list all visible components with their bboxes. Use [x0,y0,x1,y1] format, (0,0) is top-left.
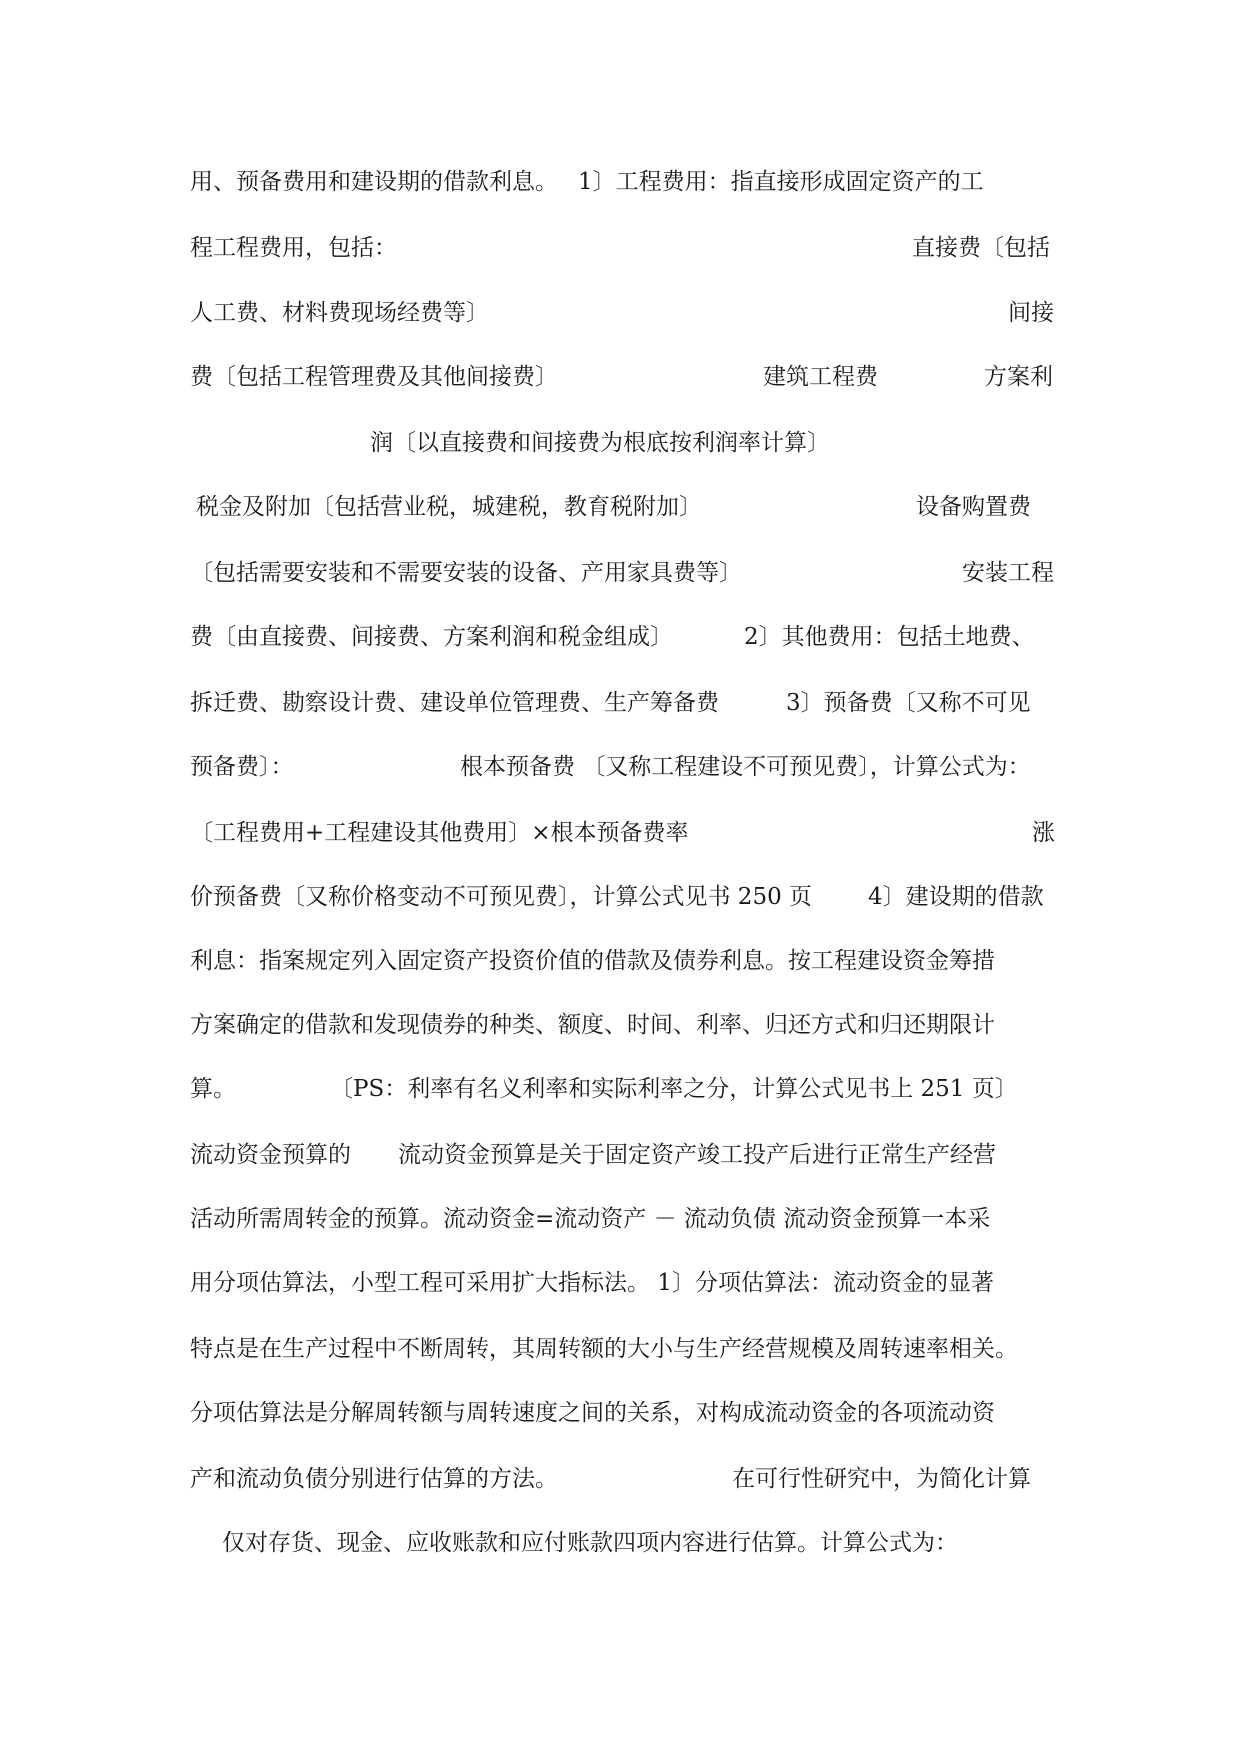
text-line [190,1459,1060,1499]
text-segment: 利息：指案规定列入固定资产投资价值的借款及债券利息。按工程建设资金筹措 [190,948,995,974]
text-line [190,877,1060,917]
text-segment: 流动资金预算是关于固定资产竣工投产后进行正常生产经营 [398,1142,996,1168]
text-line [190,1393,1060,1433]
text-segment: 〔工程费用+工程建设其他费用〕×根本预备费率 [190,820,689,846]
text-segment: 建筑工程费 [763,364,878,390]
text-segment: 价预备费〔又称价格变动不可预见费〕，计算公式见书 250 页 [190,884,813,910]
text-line [190,1005,1060,1045]
text-line [190,553,1060,593]
text-segment: 1〕工程费用：指直接形成固定资产的工 [578,169,984,195]
text-segment: 算。 [190,1076,236,1102]
text-segment: 3〕预备费〔又称不可见 [786,690,1031,716]
text-line [190,1069,1060,1109]
text-segment: 设备购置费 [916,494,1031,520]
text-line [190,813,1060,853]
text-line [190,423,1060,463]
text-line [190,747,1060,787]
text-segment: 程工程费用，包括： [190,235,397,261]
text-segment: 方案确定的借款和发现债券的种类、额度、时间、利率、归还方式和归还期限计 [190,1012,995,1038]
text-line [190,941,1060,981]
text-segment: 4〕建设期的借款 [868,884,1044,910]
text-segment: 安装工程 [962,560,1054,586]
text-segment: 用、预备费用和建设期的借款利息。 [190,169,558,195]
text-line [190,1329,1060,1369]
text-segment: 在可行性研究中，为简化计算 [732,1466,1031,1492]
text-segment: 活动所需周转金的预算。流动资金=流动资产 － 流动负债 流动资金预算一本采 [190,1206,991,1232]
text-segment: 润〔以直接费和间接费为根底按利润率计算〕 [370,430,830,456]
text-segment: 费〔由直接费、间接费、方案利润和税金组成〕 [190,624,673,650]
text-segment: 产和流动负债分别进行估算的方法。 [190,1466,558,1492]
text-line [190,162,1060,202]
text-line [190,1523,1060,1563]
text-segment: 特点是在生产过程中不断周转，其周转额的大小与生产经营规模及周转速率相关。 [190,1336,1018,1362]
text-segment: 预备费〕： [190,754,294,780]
text-segment: 间接 [1008,300,1054,326]
text-segment: 根本预备费 〔又称工程建设不可预见费〕，计算公式为： [460,754,1031,780]
text-segment: 费〔包括工程管理费及其他间接费〕 [190,364,558,390]
text-segment: 〔包括需要安装和不需要安装的设备、产用家具费等〕 [190,560,742,586]
text-line [190,617,1060,657]
text-line [190,683,1060,723]
text-line [190,357,1060,397]
text-segment: 拆迁费、勘察设计费、建设单位管理费、生产筹备费 [190,690,719,716]
text-line [190,487,1060,527]
text-line [190,228,1060,268]
text-segment: 人工费、材料费现场经费等〕 [190,300,489,326]
text-segment: 分项估算法是分解周转额与周转速度之间的关系，对构成流动资金的各项流动资 [190,1400,995,1426]
text-line [190,293,1060,333]
text-line [190,1199,1060,1239]
text-segment: 方案利 [984,364,1053,390]
text-segment: 仅对存货、现金、应收账款和应付账款四项内容进行估算。计算公式为： [222,1530,958,1556]
text-segment: 涨 [1032,820,1055,846]
text-segment: 2〕其他费用：包括土地费、 [744,624,1035,650]
text-line [190,1135,1060,1175]
text-segment: 流动资金预算的 [190,1142,351,1168]
text-line [190,1263,1060,1303]
text-segment: 直接费〔包括 [912,235,1050,261]
text-segment: 〔PS：利率有名义利率和实际利率之分，计算公式见书上 251 页〕 [330,1076,1018,1102]
text-segment: 用分项估算法，小型工程可采用扩大指标法。 1〕分项估算法：流动资金的显著 [190,1270,994,1296]
text-segment: 税金及附加〔包括营业税，城建税，教育税附加〕 [196,494,702,520]
